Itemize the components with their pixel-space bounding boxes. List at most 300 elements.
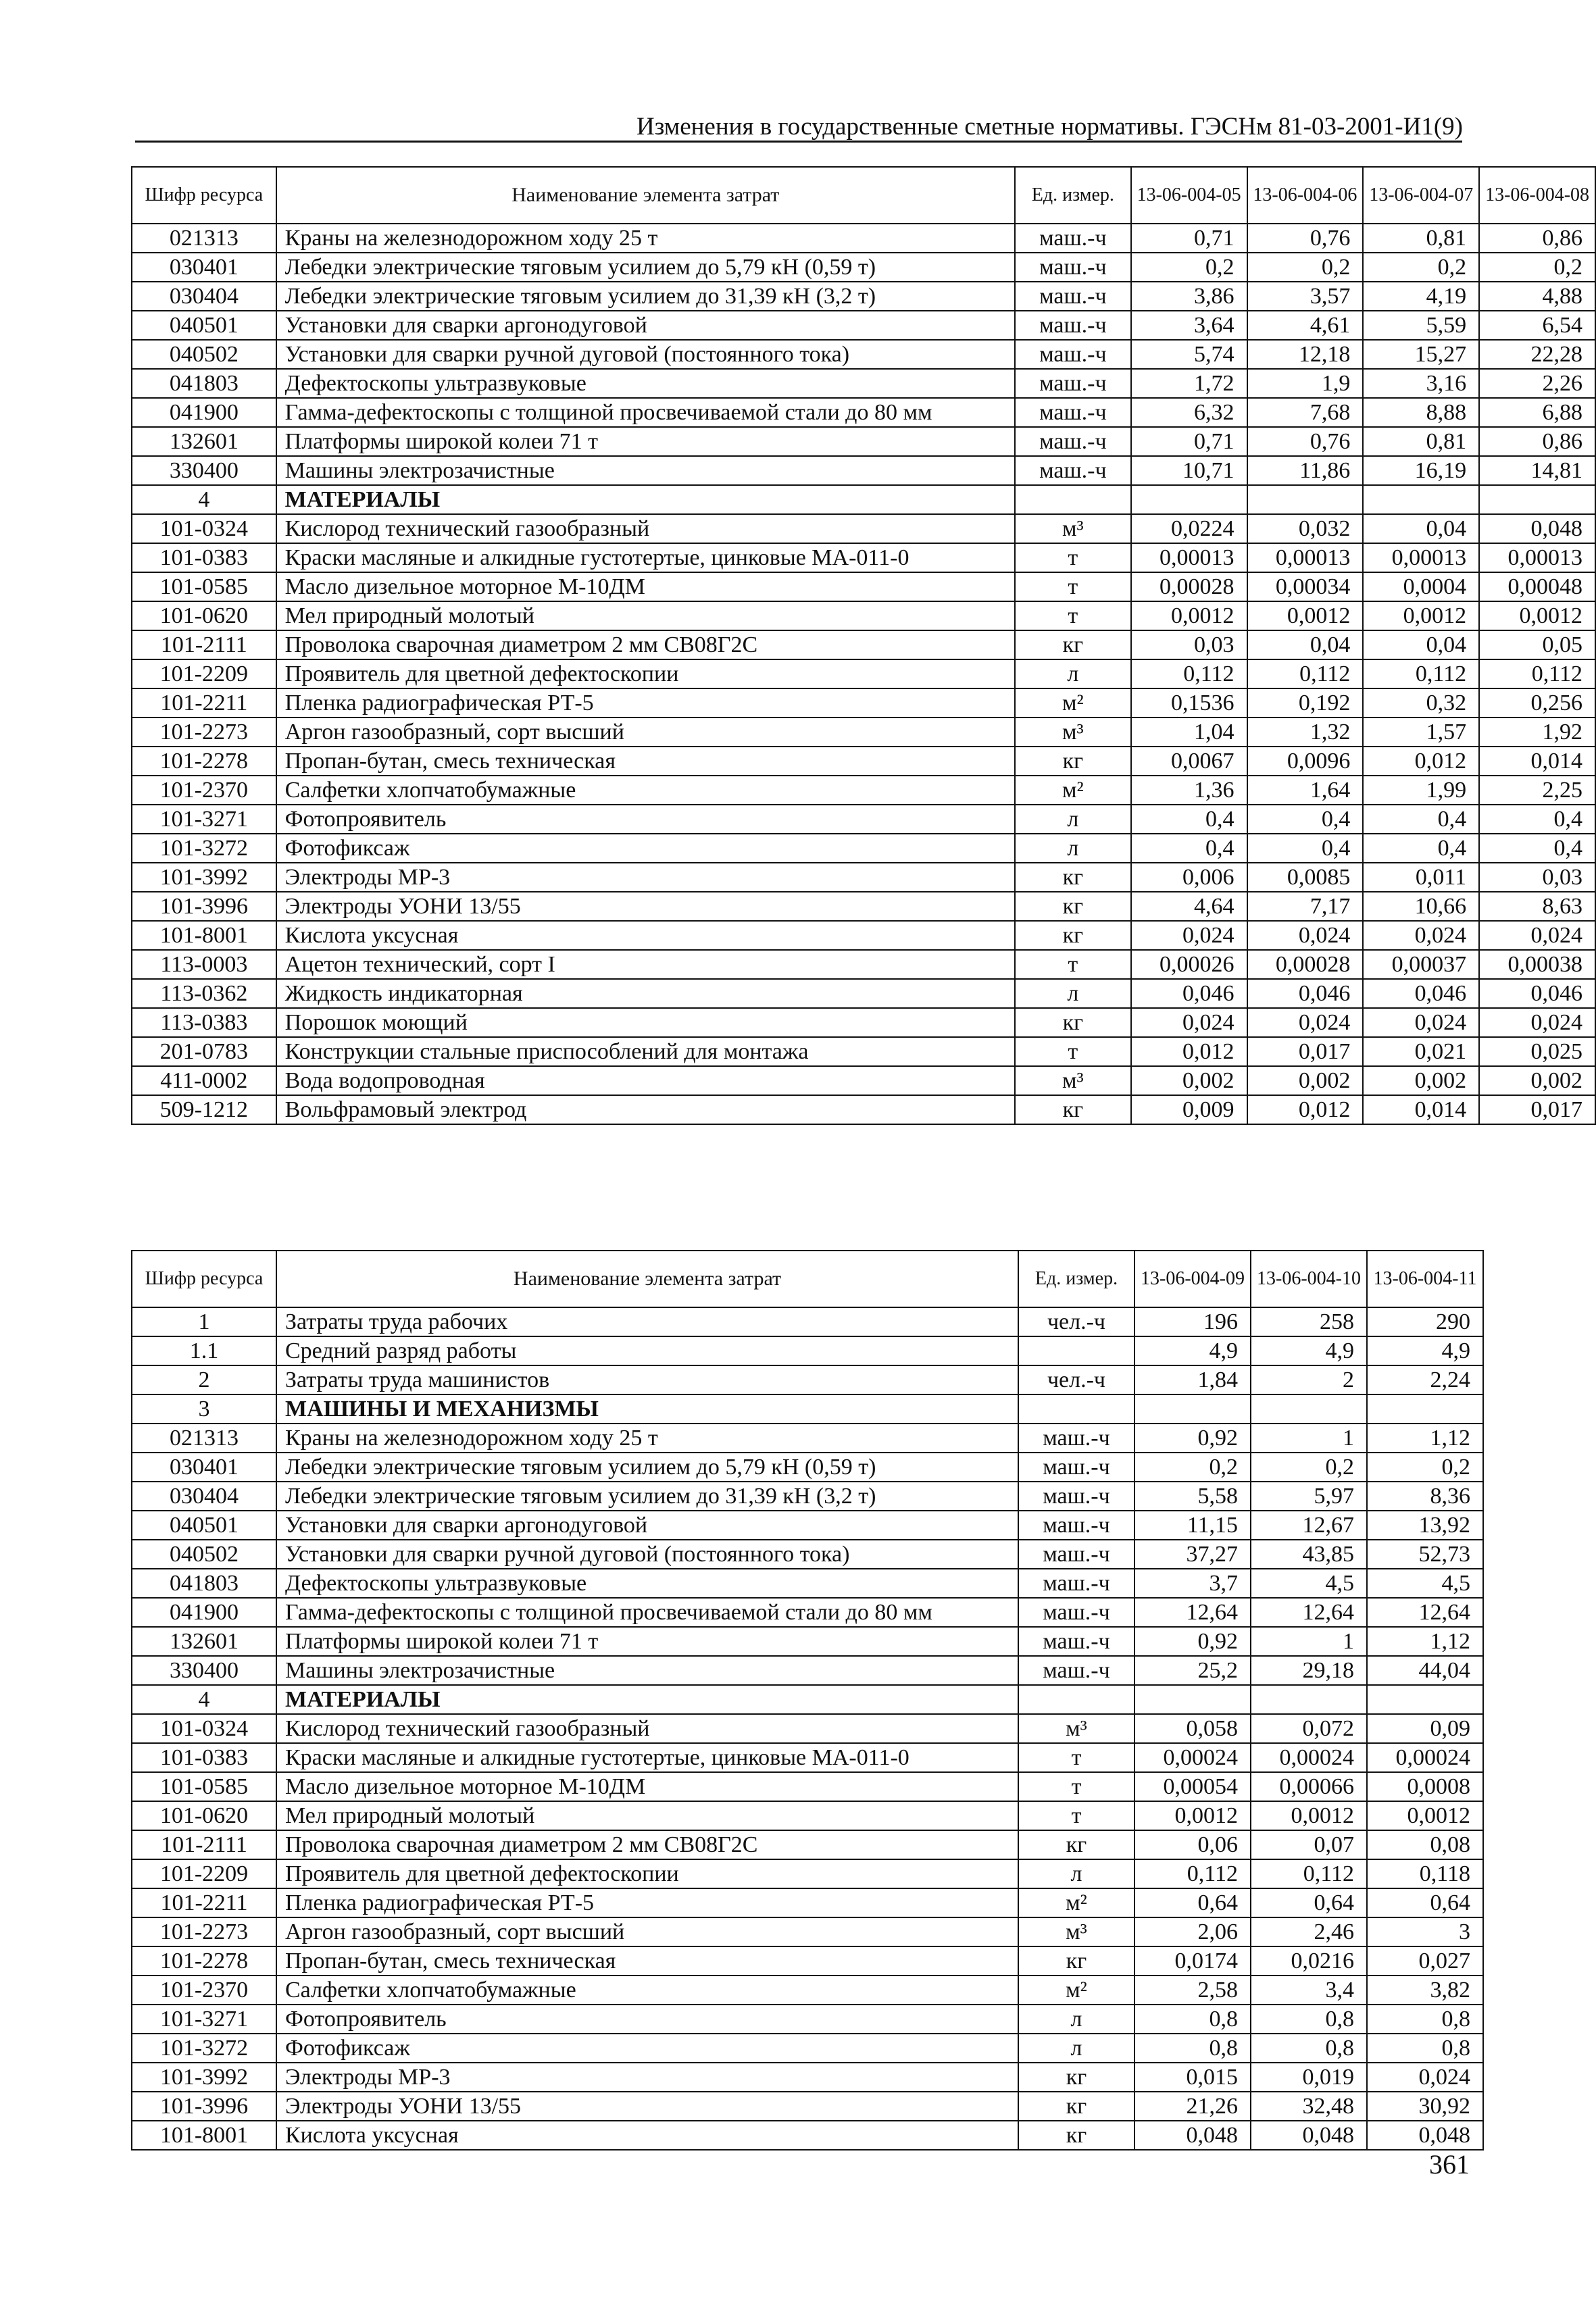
value-col-4: 1,92 — [1479, 718, 1595, 747]
value-col-1: 21,26 — [1134, 2092, 1251, 2121]
resource-code: 411-0002 — [132, 1066, 276, 1095]
value-col-3: 52,73 — [1367, 1540, 1483, 1569]
value-col-3: 44,04 — [1367, 1656, 1483, 1685]
resource-name: Фотопроявитель — [276, 2005, 1018, 2034]
resource-code: 030404 — [132, 282, 276, 311]
value-col-2: 43,85 — [1251, 1540, 1367, 1569]
value-col-3: 3,16 — [1363, 369, 1479, 398]
unit: кг — [1015, 1095, 1131, 1124]
value-col-1: 5,74 — [1131, 340, 1247, 369]
unit: м³ — [1018, 1917, 1134, 1946]
unit: маш.-ч — [1015, 427, 1131, 456]
header-code: Шифр ресурса — [132, 1251, 276, 1307]
table-row — [132, 1830, 1483, 1859]
value-col-2: 0,00028 — [1247, 950, 1364, 979]
table-row — [132, 369, 1595, 398]
resource-code: 101-3996 — [132, 2092, 276, 2121]
table-row — [132, 1772, 1483, 1801]
header-name: Наименование элемента затрат — [276, 167, 1015, 224]
table-row — [132, 1569, 1483, 1598]
resource-name: Электроды МР-3 — [276, 2063, 1018, 2092]
unit: кг — [1015, 863, 1131, 892]
value-col-1: 4,9 — [1134, 1336, 1251, 1365]
unit: кг — [1015, 921, 1131, 950]
value-col-2: 0,07 — [1251, 1830, 1367, 1859]
value-col-4: 0,112 — [1479, 659, 1595, 688]
unit: кг — [1018, 1830, 1134, 1859]
resource-code: 101-0383 — [132, 1743, 276, 1772]
resource-code: 101-2209 — [132, 659, 276, 688]
value-col-1: 2,58 — [1134, 1976, 1251, 2005]
resource-name: Пропан-бутан, смесь техническая — [276, 1946, 1018, 1976]
value-col-2: 0,019 — [1251, 2063, 1367, 2092]
resource-name: Краски масляные и алкидные густотертые, цинковые МА-011-0 — [276, 1743, 1018, 1772]
value-col-1 — [1131, 485, 1247, 514]
resource-code: 021313 — [132, 224, 276, 253]
value-col-1: 4,64 — [1131, 892, 1247, 921]
value-col-4: 6,54 — [1479, 311, 1595, 340]
resource-code: 3 — [132, 1394, 276, 1424]
header-unit: Ед. измер. — [1015, 167, 1131, 224]
value-col-4: 0,024 — [1479, 921, 1595, 950]
resource-code: 040502 — [132, 340, 276, 369]
unit: маш.-ч — [1015, 311, 1131, 340]
resource-code: 101-2209 — [132, 1859, 276, 1888]
value-col-3: 0,81 — [1363, 427, 1479, 456]
value-col-2: 12,18 — [1247, 340, 1364, 369]
resource-code: 1 — [132, 1307, 276, 1336]
resource-name: Платформы широкой колеи 71 т — [276, 427, 1015, 456]
table-row — [132, 1598, 1483, 1627]
value-col-3: 4,5 — [1367, 1569, 1483, 1598]
resource-name: Гамма-дефектоскопы с толщиной просвечиваемой стали до 80 мм — [276, 398, 1015, 427]
value-col-2: 0,4 — [1247, 805, 1364, 834]
table-row — [132, 921, 1595, 950]
value-col-2: 2,46 — [1251, 1917, 1367, 1946]
resource-code: 030404 — [132, 1482, 276, 1511]
value-col-1: 0,2 — [1134, 1453, 1251, 1482]
unit: м³ — [1015, 1066, 1131, 1095]
resource-name: Лебедки электрические тяговым усилием до 5,79 кН (0,59 т) — [276, 1453, 1018, 1482]
value-col-2: 0,0085 — [1247, 863, 1364, 892]
unit: чел.-ч — [1018, 1365, 1134, 1394]
value-col-2: 0,002 — [1247, 1066, 1364, 1095]
value-col-1: 0,92 — [1134, 1627, 1251, 1656]
value-col-3: 4,9 — [1367, 1336, 1483, 1365]
table-row — [132, 2005, 1483, 2034]
value-col-2: 5,97 — [1251, 1482, 1367, 1511]
resource-name: Электроды УОНИ 13/55 — [276, 892, 1015, 921]
table-row — [132, 2063, 1483, 2092]
value-col-4: 0,05 — [1479, 630, 1595, 659]
resource-code: 041900 — [132, 1598, 276, 1627]
value-col-4: 22,28 — [1479, 340, 1595, 369]
value-col-2: 4,5 — [1251, 1569, 1367, 1598]
value-col-1: 0,0012 — [1134, 1801, 1251, 1830]
resource-code: 101-0324 — [132, 1714, 276, 1743]
resource-code: 101-3992 — [132, 863, 276, 892]
section-row — [132, 1685, 1483, 1714]
unit: л — [1015, 979, 1131, 1008]
value-col-2: 0,032 — [1247, 514, 1364, 543]
unit: л — [1018, 1859, 1134, 1888]
value-col-2: 7,68 — [1247, 398, 1364, 427]
unit: т — [1018, 1772, 1134, 1801]
resource-code: 113-0362 — [132, 979, 276, 1008]
value-col-3: 0,04 — [1363, 630, 1479, 659]
unit: маш.-ч — [1018, 1598, 1134, 1627]
value-col-1: 1,36 — [1131, 776, 1247, 805]
value-col-3: 0,8 — [1367, 2034, 1483, 2063]
resource-code: 101-0383 — [132, 543, 276, 572]
value-col-3: 15,27 — [1363, 340, 1479, 369]
unit: м² — [1015, 688, 1131, 718]
resource-name: Краны на железнодорожном ходу 25 т — [276, 224, 1015, 253]
header-col-4: 13-06-004-08 — [1479, 167, 1595, 224]
value-col-4: 0,00048 — [1479, 572, 1595, 601]
value-col-1: 0,006 — [1131, 863, 1247, 892]
header-col-3: 13-06-004-07 — [1363, 167, 1479, 224]
resource-code: 101-2111 — [132, 630, 276, 659]
header-col-1: 13-06-004-05 — [1131, 167, 1247, 224]
resource-code: 041803 — [132, 369, 276, 398]
resource-name: Лебедки электрические тяговым усилием до 31,39 кН (3,2 т) — [276, 282, 1015, 311]
resource-code: 1.1 — [132, 1336, 276, 1365]
value-col-2: 0,8 — [1251, 2034, 1367, 2063]
value-col-3: 0,014 — [1363, 1095, 1479, 1124]
resource-name: Машины электрозачистные — [276, 456, 1015, 485]
resource-name: Затраты труда машинистов — [276, 1365, 1018, 1394]
value-col-4: 0,86 — [1479, 224, 1595, 253]
value-col-1: 25,2 — [1134, 1656, 1251, 1685]
value-col-2: 0,0012 — [1247, 601, 1364, 630]
resource-name: Затраты труда рабочих — [276, 1307, 1018, 1336]
table-header-row — [132, 167, 1595, 224]
value-col-2: 0,8 — [1251, 2005, 1367, 2034]
resource-name: Пленка радиографическая РТ-5 — [276, 688, 1015, 718]
value-col-3: 0,0004 — [1363, 572, 1479, 601]
value-col-2: 0,00024 — [1251, 1743, 1367, 1772]
value-col-3: 2,24 — [1367, 1365, 1483, 1394]
resource-code: 101-0585 — [132, 572, 276, 601]
value-col-1: 3,7 — [1134, 1569, 1251, 1598]
unit: м² — [1015, 776, 1131, 805]
unit: кг — [1018, 2121, 1134, 2150]
resource-code: 040501 — [132, 1511, 276, 1540]
resource-name: Электроды МР-3 — [276, 863, 1015, 892]
value-col-4: 0,0012 — [1479, 601, 1595, 630]
resource-code: 101-2211 — [132, 688, 276, 718]
value-col-1: 0,112 — [1131, 659, 1247, 688]
resource-name: Проволока сварочная диаметром 2 мм СВ08Г2С — [276, 1830, 1018, 1859]
header-name: Наименование элемента затрат — [276, 1251, 1018, 1307]
value-col-2: 0,024 — [1247, 1008, 1364, 1037]
value-col-3: 1,57 — [1363, 718, 1479, 747]
table-row — [132, 1743, 1483, 1772]
resource-name: Установки для сварки ручной дуговой (постоянного тока) — [276, 340, 1015, 369]
value-col-2: 4,61 — [1247, 311, 1364, 340]
resource-code: 101-8001 — [132, 921, 276, 950]
resource-name: Установки для сварки аргонодуговой — [276, 311, 1015, 340]
value-col-4: 0,002 — [1479, 1066, 1595, 1095]
unit: маш.-ч — [1018, 1656, 1134, 1685]
value-col-4: 0,00038 — [1479, 950, 1595, 979]
resource-name: Конструкции стальные приспособлений для монтажа — [276, 1037, 1015, 1066]
table-body — [132, 1307, 1483, 2150]
table-row — [132, 1859, 1483, 1888]
resource-code: 101-3272 — [132, 2034, 276, 2063]
resource-name: Мел природный молотый — [276, 601, 1015, 630]
value-col-1: 0,112 — [1134, 1859, 1251, 1888]
resource-name: МАШИНЫ И МЕХАНИЗМЫ — [276, 1394, 1018, 1424]
value-col-3: 0,04 — [1363, 514, 1479, 543]
value-col-4: 2,25 — [1479, 776, 1595, 805]
resource-code: 101-3996 — [132, 892, 276, 921]
table-row — [132, 1037, 1595, 1066]
table-row — [132, 1917, 1483, 1946]
value-col-1: 0,8 — [1134, 2034, 1251, 2063]
unit: маш.-ч — [1018, 1569, 1134, 1598]
value-col-3: 0,012 — [1363, 747, 1479, 776]
page-number: 361 — [1429, 2149, 1470, 2180]
value-col-2: 0,4 — [1247, 834, 1364, 863]
resource-name: Лебедки электрические тяговым усилием до 5,79 кН (0,59 т) — [276, 253, 1015, 282]
value-col-2: 0,192 — [1247, 688, 1364, 718]
table-row — [132, 1801, 1483, 1830]
resource-code: 101-0324 — [132, 514, 276, 543]
table-row — [132, 1008, 1595, 1037]
value-col-4: 8,63 — [1479, 892, 1595, 921]
value-col-1: 0,002 — [1131, 1066, 1247, 1095]
value-col-2: 29,18 — [1251, 1656, 1367, 1685]
resource-name: Салфетки хлопчатобумажные — [276, 1976, 1018, 2005]
value-col-1: 10,71 — [1131, 456, 1247, 485]
value-col-3 — [1363, 485, 1479, 514]
value-col-3: 0,64 — [1367, 1888, 1483, 1917]
unit: маш.-ч — [1015, 253, 1131, 282]
resource-name: Масло дизельное моторное М-10ДМ — [276, 572, 1015, 601]
unit: кг — [1018, 2092, 1134, 2121]
value-col-2: 0,00013 — [1247, 543, 1364, 572]
value-col-3: 3 — [1367, 1917, 1483, 1946]
resource-name: Вода водопроводная — [276, 1066, 1015, 1095]
resource-code: 113-0383 — [132, 1008, 276, 1037]
value-col-2: 3,4 — [1251, 1976, 1367, 2005]
value-col-3: 0,024 — [1363, 1008, 1479, 1037]
value-col-1: 5,58 — [1134, 1482, 1251, 1511]
unit: маш.-ч — [1018, 1424, 1134, 1453]
unit — [1018, 1394, 1134, 1424]
value-col-1 — [1134, 1685, 1251, 1714]
resource-code: 4 — [132, 485, 276, 514]
unit: маш.-ч — [1018, 1453, 1134, 1482]
unit: м³ — [1015, 514, 1131, 543]
value-col-1: 0,4 — [1131, 805, 1247, 834]
table-row — [132, 1365, 1483, 1394]
resource-code: 040501 — [132, 311, 276, 340]
unit: л — [1018, 2005, 1134, 2034]
value-col-1: 0,015 — [1134, 2063, 1251, 2092]
value-col-4 — [1479, 485, 1595, 514]
value-col-2: 1 — [1251, 1627, 1367, 1656]
resource-name: Установки для сварки ручной дуговой (постоянного тока) — [276, 1540, 1018, 1569]
resource-code: 101-2278 — [132, 1946, 276, 1976]
value-col-2 — [1251, 1685, 1367, 1714]
table-row — [132, 805, 1595, 834]
table-row — [132, 543, 1595, 572]
resource-code: 030401 — [132, 1453, 276, 1482]
value-col-2: 0,024 — [1247, 921, 1364, 950]
value-col-1: 0,012 — [1131, 1037, 1247, 1066]
value-col-3: 0,4 — [1363, 834, 1479, 863]
value-col-2: 0,0096 — [1247, 747, 1364, 776]
unit — [1015, 485, 1131, 514]
value-col-1: 37,27 — [1134, 1540, 1251, 1569]
unit: маш.-ч — [1015, 369, 1131, 398]
table-row — [132, 950, 1595, 979]
value-col-1: 0,00028 — [1131, 572, 1247, 601]
resource-code: 101-2211 — [132, 1888, 276, 1917]
value-col-1: 0,058 — [1134, 1714, 1251, 1743]
table-row — [132, 398, 1595, 427]
value-col-3: 1,12 — [1367, 1627, 1483, 1656]
value-col-1: 0,048 — [1134, 2121, 1251, 2150]
value-col-3 — [1367, 1394, 1483, 1424]
resource-name: Краски масляные и алкидные густотертые, цинковые МА-011-0 — [276, 543, 1015, 572]
table-row — [132, 311, 1595, 340]
resource-name: Машины электрозачистные — [276, 1656, 1018, 1685]
table-body — [132, 224, 1595, 1124]
value-col-2: 258 — [1251, 1307, 1367, 1336]
resource-name: Кислород технический газообразный — [276, 1714, 1018, 1743]
unit: м³ — [1018, 1714, 1134, 1743]
resource-code: 101-3992 — [132, 2063, 276, 2092]
value-col-3: 0,00013 — [1363, 543, 1479, 572]
value-col-3: 1,99 — [1363, 776, 1479, 805]
value-col-2: 0,0216 — [1251, 1946, 1367, 1976]
table-row — [132, 427, 1595, 456]
value-col-4: 0,256 — [1479, 688, 1595, 718]
value-col-2: 32,48 — [1251, 2092, 1367, 2121]
table-row — [132, 979, 1595, 1008]
resource-code: 113-0003 — [132, 950, 276, 979]
table-row — [132, 1511, 1483, 1540]
resource-code: 132601 — [132, 427, 276, 456]
value-col-4: 0,00013 — [1479, 543, 1595, 572]
value-col-4: 14,81 — [1479, 456, 1595, 485]
unit: кг — [1015, 892, 1131, 921]
value-col-3: 16,19 — [1363, 456, 1479, 485]
unit: т — [1015, 1037, 1131, 1066]
value-col-2: 4,9 — [1251, 1336, 1367, 1365]
resource-code: 101-2278 — [132, 747, 276, 776]
value-col-2: 12,67 — [1251, 1511, 1367, 1540]
value-col-1: 0,03 — [1131, 630, 1247, 659]
value-col-2: 12,64 — [1251, 1598, 1367, 1627]
table-row — [132, 1453, 1483, 1482]
header-col-2: 13-06-004-06 — [1247, 167, 1364, 224]
unit: маш.-ч — [1015, 456, 1131, 485]
value-col-1: 6,32 — [1131, 398, 1247, 427]
resource-name: Вольфрамовый электрод — [276, 1095, 1015, 1124]
value-col-3: 0,002 — [1363, 1066, 1479, 1095]
resource-code: 101-2273 — [132, 718, 276, 747]
table-row — [132, 514, 1595, 543]
resource-table-1 — [131, 166, 1596, 1125]
value-col-3: 5,59 — [1363, 311, 1479, 340]
value-col-1: 0,00054 — [1134, 1772, 1251, 1801]
unit: чел.-ч — [1018, 1307, 1134, 1336]
resource-code: 101-0585 — [132, 1772, 276, 1801]
resource-name: Платформы широкой колеи 71 т — [276, 1627, 1018, 1656]
value-col-2: 0,072 — [1251, 1714, 1367, 1743]
resource-name: Установки для сварки аргонодуговой — [276, 1511, 1018, 1540]
value-col-3: 12,64 — [1367, 1598, 1483, 1627]
table-row — [132, 1627, 1483, 1656]
unit: маш.-ч — [1015, 282, 1131, 311]
resource-name: Пропан-бутан, смесь техническая — [276, 747, 1015, 776]
value-col-3: 4,19 — [1363, 282, 1479, 311]
unit: кг — [1015, 630, 1131, 659]
resource-code: 101-3271 — [132, 2005, 276, 2034]
table-row — [132, 282, 1595, 311]
value-col-2: 0,046 — [1247, 979, 1364, 1008]
value-col-3: 30,92 — [1367, 2092, 1483, 2121]
value-col-4: 0,2 — [1479, 253, 1595, 282]
value-col-3: 290 — [1367, 1307, 1483, 1336]
value-col-3: 0,0008 — [1367, 1772, 1483, 1801]
resource-name: Проволока сварочная диаметром 2 мм СВ08Г2С — [276, 630, 1015, 659]
resource-name: Электроды УОНИ 13/55 — [276, 2092, 1018, 2121]
resource-name: Проявитель для цветной дефектоскопии — [276, 1859, 1018, 1888]
table-row — [132, 340, 1595, 369]
value-col-2: 0,2 — [1247, 253, 1364, 282]
page-header: Изменения в государственные сметные нормативы. ГЭСНм 81-03-2001-И1(9) — [636, 113, 1463, 141]
value-col-1: 1,84 — [1134, 1365, 1251, 1394]
resource-name: Пленка радиографическая РТ-5 — [276, 1888, 1018, 1917]
value-col-1: 0,00024 — [1134, 1743, 1251, 1772]
unit: маш.-ч — [1018, 1627, 1134, 1656]
unit: маш.-ч — [1018, 1482, 1134, 1511]
resource-name: Дефектоскопы ультразвуковые — [276, 369, 1015, 398]
value-col-2: 0,048 — [1251, 2121, 1367, 2150]
value-col-3: 10,66 — [1363, 892, 1479, 921]
value-col-3: 0,0012 — [1363, 601, 1479, 630]
value-col-3: 0,2 — [1363, 253, 1479, 282]
value-col-3: 13,92 — [1367, 1511, 1483, 1540]
value-col-3: 0,00024 — [1367, 1743, 1483, 1772]
unit: л — [1015, 834, 1131, 863]
unit: л — [1015, 805, 1131, 834]
unit: кг — [1015, 1008, 1131, 1037]
table-row — [132, 863, 1595, 892]
value-col-4: 0,024 — [1479, 1008, 1595, 1037]
resource-code: 132601 — [132, 1627, 276, 1656]
value-col-3: 0,2 — [1367, 1453, 1483, 1482]
resource-name: Лебедки электрические тяговым усилием до 31,39 кН (3,2 т) — [276, 1482, 1018, 1511]
unit: маш.-ч — [1018, 1540, 1134, 1569]
unit — [1018, 1685, 1134, 1714]
value-col-1: 3,86 — [1131, 282, 1247, 311]
table-row — [132, 1888, 1483, 1917]
value-col-3: 0,08 — [1367, 1830, 1483, 1859]
resource-code: 330400 — [132, 456, 276, 485]
unit: т — [1018, 1743, 1134, 1772]
value-col-3: 0,027 — [1367, 1946, 1483, 1976]
unit: м³ — [1015, 718, 1131, 747]
resource-name: Гамма-дефектоскопы с толщиной просвечиваемой стали до 80 мм — [276, 1598, 1018, 1627]
resource-name: Проявитель для цветной дефектоскопии — [276, 659, 1015, 688]
